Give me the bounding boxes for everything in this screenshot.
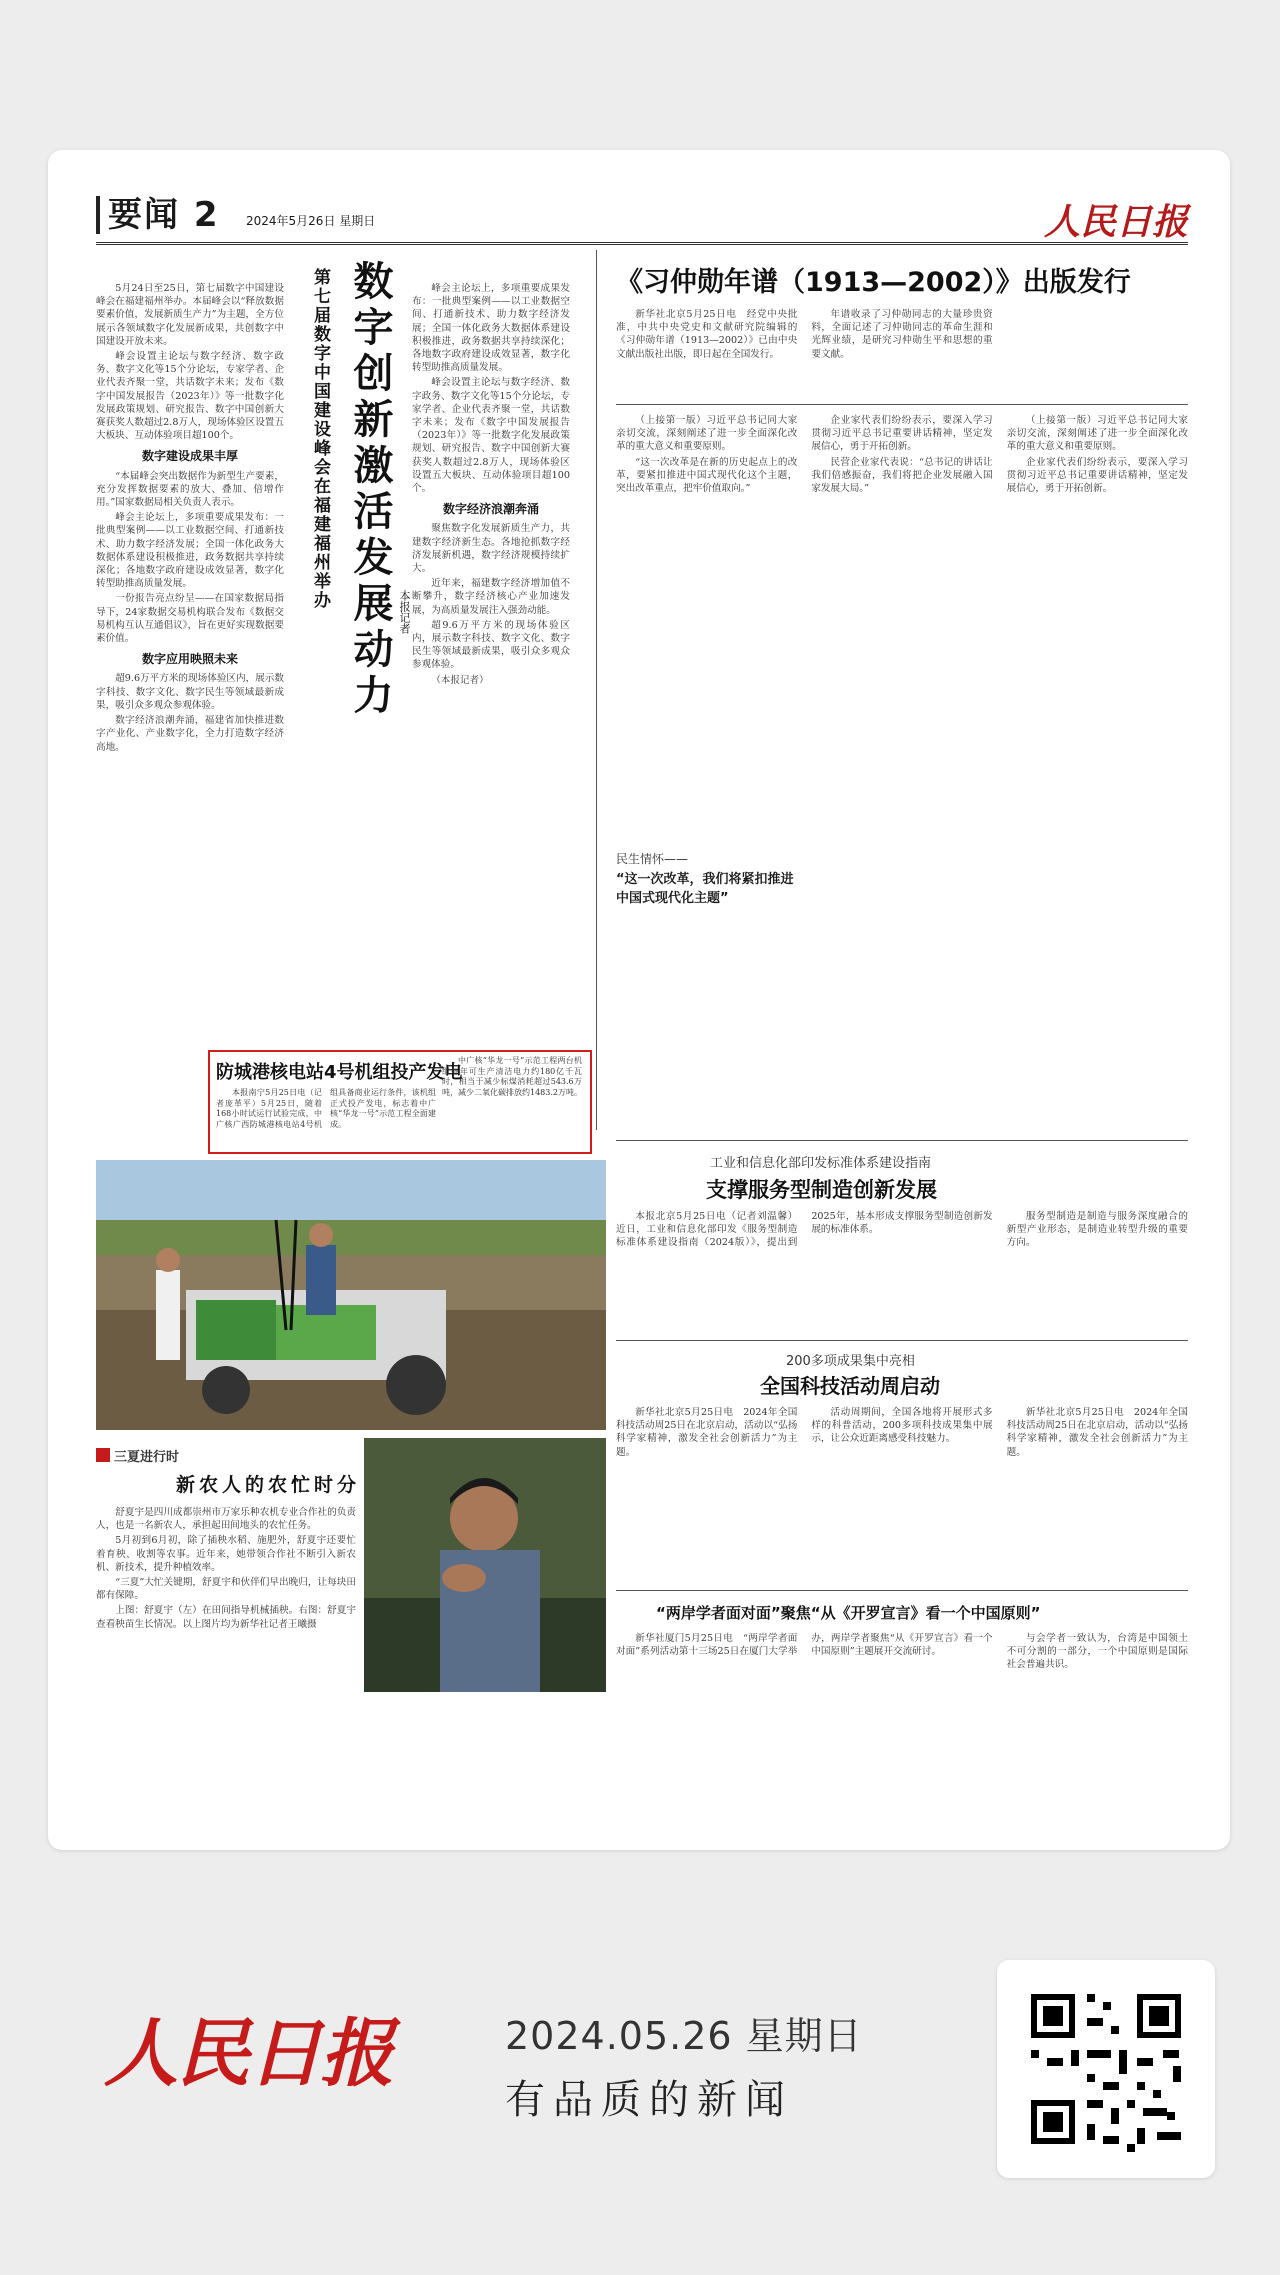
photo-caption: 上图：舒夏宇（左）在田间指导机械插秧。右图：舒夏宇查看秧苗生长情况。以上图片均为新华社记者王曦摄: [96, 1605, 356, 1630]
farmer-portrait-photo: [364, 1438, 606, 1692]
column-divider: [596, 250, 597, 1130]
paragraph: 一份报告亮点纷呈——在国家数据局指导下，24家数据交易机构联合发布《数据交易机构互认互通倡议》，旨在更好实现数据要素价值。: [96, 593, 284, 645]
paragraph: 超9.6万平方米的现场体验区内，展示数字科技、数字文化、数字民生等领域最新成果，吸引众多观众参观体验。: [96, 673, 284, 711]
qr-code-card: [997, 1960, 1215, 2178]
science-kicker: 200多项成果集中亮相: [786, 1354, 915, 1369]
footer-logo: 人民日报: [104, 2011, 392, 2097]
summer-kicker: 三夏进行时: [114, 1450, 180, 1465]
paragraph: 峰会设置主论坛与数字经济、数字政务、数字文化等15个分论坛，专家学者、企业代表齐聚一堂，共话数字未来；发布《数字中国发展报告（2023年）》等一批数字化发展政策规划、研究报告、数字中国创新大赛获奖人数超过2.8万人，现场体验区设置五大板块、互动体验项目超100个。: [96, 351, 284, 442]
newspaper-card: [48, 150, 1230, 1850]
paragraph: 近年来，福建数字经济增加值不断攀升，数字经济核心产业加速发展，为高质量发展注入强劲动能。: [412, 578, 570, 616]
paragraph: “三夏”大忙关键期，舒夏宇和伙伴们早出晚归，让每块田都有保障。: [96, 1577, 356, 1602]
rice-planting-photo: [96, 1160, 606, 1430]
left-article-column-2: [412, 282, 570, 982]
paragraph: 峰会设置主论坛与数字经济、数字政务、数字文化等15个分论坛，专家学者、企业代表齐聚一堂，共话数字未来；发布《数字中国发展报告（2023年）》等一批数字化发展政策规划、研究报告、数字中国创新大赛获奖人数超过2.8万人，现场体验区设置五大板块、互动体验项目超100个。: [412, 377, 570, 495]
paragraph: 超9.6万平方米的现场体验区内，展示数字科技、数字文化、数字民生等领域最新成果，吸引众多观众参观体验。: [412, 619, 570, 671]
rice-planting-illustration: [96, 1160, 606, 1430]
nuclear-article-body-left: [216, 1088, 436, 1144]
paragraph: （上接第一版）习近平总书记同大家亲切交流，深刻阐述了进一步全面深化改革的重大意义和重要原则。: [616, 415, 798, 453]
xi-chronicle-title: 《习仲勋年谱（1913—2002）》出版发行: [616, 267, 1131, 298]
sub-headline: 第七届数字中国建设峰会在福建福州举办: [310, 268, 330, 610]
nuclear-article-body-right: [442, 1056, 582, 1146]
paragraph: 本报南宁5月25日电（记者庞革平）5月25日，随着168小时试运行试验完成，中广核广西防城港核电站4号机组具备商业运行条件，该机组正式投产发电，标志着中广核“华龙一号”示范工程全面建成。: [216, 1088, 436, 1129]
industry-title: 支撑服务型制造创新发展: [706, 1178, 937, 1202]
newspaper-page: [96, 190, 1188, 1840]
paragraph: 新华社北京5月25日电 经党中央批准，中共中央党史和文献研究院编辑的《习仲勋年谱（1913—2002）》已由中央文献出版社出版，即日起在全国发行。: [616, 309, 798, 360]
paragraph: 新华社北京5月25日电 2024年全国科技活动周25日在北京启动，活动以“弘扬科学家精神，激发全社会创新活力”为主题。: [616, 1407, 798, 1458]
paragraph: 新华社北京5月25日电 2024年全国科技活动周25日在北京启动，活动以“弘扬科学家精神，激发全社会创新活力”为主题。: [1006, 1407, 1188, 1458]
paragraph: 民营企业家代表说：“总书记的讲话让我们倍感振奋，我们将把企业发展融入国家发展大局。”: [811, 456, 993, 495]
page-header: [96, 190, 1188, 245]
section-heading: 数字应用映照未来: [141, 652, 238, 667]
industry-kicker: 工业和信息化部印发标准体系建设指南: [710, 1156, 932, 1171]
paragraph: 企业家代表们纷纷表示，要深入学习贯彻习近平总书记重要讲话精神，坚定发展信心，勇于开拓创新。: [811, 415, 993, 453]
cross-strait-title: “两岸学者面对面”聚焦“从《开罗宣言》看一个中国原则”: [656, 1604, 1041, 1622]
paragraph: 新华社厦门5月25日电 “两岸学者面对面”系列活动第十三场25日在厦门大学举办，两岸学者聚焦“从《开罗宣言》看一个中国原则”主题展开交流研讨。: [616, 1633, 993, 1658]
paragraph: 本报北京5月25日电（记者刘温馨）近日，工业和信息化部印发《服务型制造标准体系建设指南（2024版）》，提出到2025年，基本形成支撑服务型制造创新发展的标准体系。: [616, 1211, 993, 1249]
science-title: 全国科技活动周启动: [760, 1374, 940, 1398]
paragraph: 数字经济浪潮奔涌，福建省加快推进数字产业化、产业数字化，全力打造数字经济高地。: [96, 715, 284, 753]
science-body: [616, 1406, 1188, 1586]
byline: 本报记者: [398, 590, 411, 634]
main-headline: 数字创新激活发展动力: [347, 260, 393, 720]
section-heading: 数字建设成果丰厚: [141, 449, 238, 464]
farmer-portrait-illustration: [364, 1438, 606, 1692]
summer-kicker-badge: [96, 1448, 110, 1462]
masthead-logo: 人民日报: [1043, 201, 1188, 243]
paragraph: 峰会主论坛上，多项重要成果发布：一批典型案例——以工业数据空间、打通新技术、助力数字经济发展；全国一体化政务大数据体系建设积极推进，政务数据共享持续深化；各地数字政府建设成效显著，数字化转型助推高质量发展。: [412, 283, 570, 374]
qr-code-icon: [997, 1960, 1215, 2178]
quote-subheading: “这一次改革，我们将紧扣推进中国式现代化主题”: [616, 872, 794, 906]
paragraph: 企业家代表们纷纷表示，要深入学习贯彻习近平总书记重要讲话精神，坚定发展信心，勇于开拓创新。: [1006, 456, 1188, 495]
paragraph: 年谱收录了习仲勋同志的大量珍贵资料，全面记述了习仲勋同志的革命生涯和光辉业绩，是研究习仲勋生平和思想的重要文献。: [811, 309, 993, 360]
section-heading: 数字经济浪潮奔涌: [442, 502, 539, 517]
cross-strait-body: [616, 1632, 1188, 1732]
article-divider: [616, 1590, 1188, 1591]
article-divider: [616, 404, 1188, 405]
paragraph: 中广核“华龙一号”示范工程两台机组每年可生产清洁电力约180亿千瓦时，相当于减少标煤消耗超过543.6万吨，减少二氧化碳排放约1483.2万吨。: [442, 1056, 582, 1097]
article-divider: [616, 1340, 1188, 1341]
paragraph: （本报记者）: [431, 674, 489, 686]
footer-date: 2024.05.26 星期日: [505, 2014, 863, 2058]
paragraph: 5月初到6月初，除了插秧水稻、施肥外，舒夏宇还要忙着育秧、收割等农事。近年来，她带领合作社不断引入新农机、新技术，提升种植效率。: [96, 1535, 356, 1573]
article-divider: [616, 1140, 1188, 1141]
paragraph: （上接第一版）习近平总书记同大家亲切交流，深刻阐述了进一步全面深化改革的重大意义和重要原则。: [1006, 415, 1188, 453]
nuclear-article-title: 防城港核电站4号机组投产发电: [216, 1062, 463, 1083]
paragraph: 服务型制造是制造与服务深度融合的新型产业形态，是制造业转型升级的重要方向。: [1006, 1211, 1188, 1249]
section-label: 要闻 2: [96, 196, 220, 234]
paragraph: “这一次改革是在新的历史起点上的改革，要紧扣推进中国式现代化这个主题，突出改革重点，把牢价值取向。”: [616, 456, 798, 495]
paragraph: 5月24日至25日，第七届数字中国建设峰会在福建福州举办。本届峰会以“释放数据要素价值，发展新质生产力”为主题，全方位展示各领域数字化发展新成果，共创数字中国建设开放未来。: [96, 283, 284, 347]
paragraph: 舒夏宇是四川成都崇州市万家乐种农机专业合作社的负责人，也是一名新农人，承担起田间地头的农忙任务。: [96, 1507, 356, 1532]
summer-title: 新农人的农忙时分: [176, 1474, 361, 1496]
paragraph: 峰会主论坛上，多项重要成果发布：一批典型案例——以工业数据空间、打通新技术、助力数字经济发展；全国一体化政务大数据体系建设积极推进，政务数据共享持续深化；各地数字政府建设成效显著，数字化转型助推高质量发展。: [96, 512, 284, 590]
paragraph: “本届峰会突出数据作为新型生产要素，充分发挥数据要素的放大、叠加、倍增作用。”国家数据局相关负责人表示。: [96, 470, 284, 509]
issue-date: 2024年5月26日 星期日: [246, 214, 376, 228]
footer-slogan: 有品质的新闻: [505, 2077, 793, 2123]
paragraph: 活动周期间，全国各地将开展形式多样的科普活动，200多项科技成果集中展示，让公众近距离感受科技魅力。: [811, 1407, 993, 1445]
industry-body: [616, 1210, 1188, 1330]
paragraph: 聚焦数字化发展新质生产力，共建数字经济新生态。各地抢抓数字经济发展新机遇，数字经济规模持续扩大。: [412, 523, 570, 575]
xi-chronicle-body: [616, 308, 1188, 400]
paragraph: 与会学者一致认为，台湾是中国领土不可分割的一部分，一个中国原则是国际社会普遍共识。: [1006, 1633, 1188, 1671]
quote-kicker: 民生情怀——: [616, 852, 689, 866]
summer-body: [96, 1506, 356, 1686]
continued-article-body: [616, 414, 1188, 934]
